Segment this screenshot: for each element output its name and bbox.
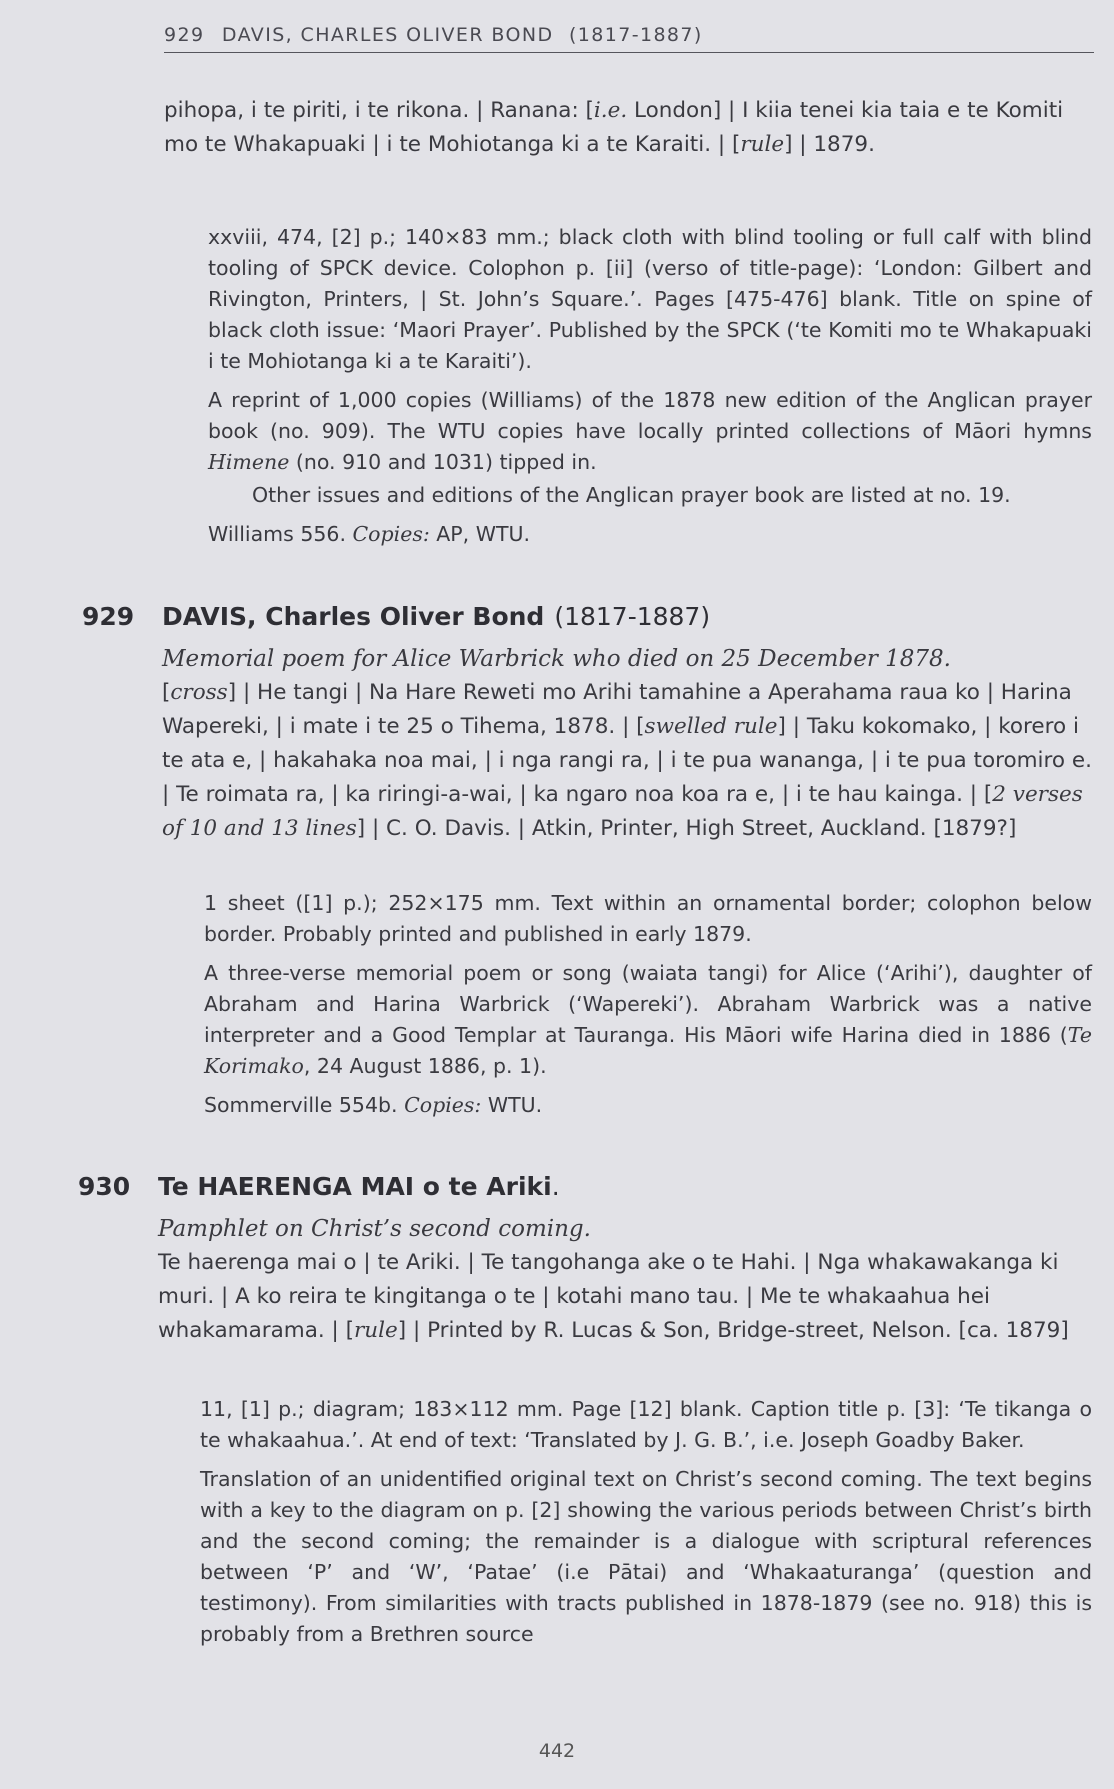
entry-930-heading-tail: . [551,1172,560,1201]
continuation-transcription-text: pihopa, i te piriti, i te rikona. | Ranana: [i.e. London] | I kiia tenei kia taia e te Komiti mo te Whakapuaki | i te Mohiotanga ki a te Karaiti. | [rule] | 1879. [164,98,1064,157]
entry-930-body [158,1212,1092,1348]
running-head [164,24,1094,53]
continuation-note-reprint: A reprint of 1,000 copies (Williams) of the 1878 new edition of the Anglican prayer book (no. 909). The WTU copies have locally printed collections of Māori hymns Himene (no. 910 and 1031) tipped in. [208,388,1092,474]
entry-929-heading-dates: (1817-1887) [554,602,711,631]
continuation-note-other-issues: Other issues and editions of the Anglican prayer book are listed at no. 19. [252,483,1011,507]
continuation-note-references: Williams 556. Copies: AP, WTU. [208,522,531,546]
entry-929-transcription: [cross] | He tangi | Na Hare Reweti mo Arihi tamahine a Aperahama raua ko | Harina Wapereki, | i mate i te 25 o Tihema, 1878. | [swelled rule] | Taku kokomako, | korero i te ata e, | hakahaka noa mai, | i nga rangi ra, | i te pua wananga, | i te pua toromiro e. | Te roimata ra, | ka riringi-a-wai, | ka ngaro noa koa ra e, | i te hau kainga. | [2 verses of 10 and 13 lines] | C. O. Davis. | Atkin, Printer, High Street, Auckland. [1879?] [162,680,1092,841]
entry-930-number: 930 [78,1172,131,1201]
running-head-name: DAVIS, CHARLES OLIVER BOND [221,24,554,46]
entry-929-subtitle: Memorial poem for Alice Warbrick who died on 25 December 1878. [162,646,951,672]
continuation-transcription [164,94,1092,162]
running-head-dates: (1817-1887) [568,24,703,46]
entry-930-subtitle: Pamphlet on Christ’s second coming. [158,1216,591,1242]
running-head-number: 929 [164,24,205,46]
entry-930-heading [158,1172,560,1201]
entry-929-note-physical: 1 sheet ([1] p.); 252×175 mm. Text within an ornamental border; colophon below border. Probably printed and published in early 1879. [204,891,1092,946]
continuation-note-physical: xxviii, 474, [2] p.; 140×83 mm.; black cloth with blind tooling or full calf with blind tooling of SPCK device. Colophon p. [ii] (verso of title-page): ‘London: Gilbert and Rivington, Printers, | St. John’s Square.’. Pages [475-476] blank. Title on spine of black cloth issue: ‘Maori Prayer’. Published by the SPCK (‘te Komiti mo te Whakapuaki i te Mohiotanga ki a te Karaiti’). [208,225,1092,373]
continuation-notes [208,222,1092,550]
entry-929-number: 929 [82,602,135,631]
entry-929-note-references: Sommerville 554b. Copies: WTU. [204,1093,543,1117]
entry-929-heading-name: DAVIS, Charles Oliver Bond [162,602,545,631]
entry-930-heading-name: Te HAERENGA MAI o te Ariki [158,1172,552,1201]
entry-929-notes [204,888,1092,1121]
entry-929-heading [162,602,710,631]
entry-930-note-physical: 11, [1] p.; diagram; 183×112 mm. Page [12] blank. Caption title p. [3]: ‘Te tikanga o te whakaahua.’. At end of text: ‘Translated by J. G. B.’, i.e. Joseph Goadby Baker. [200,1397,1092,1452]
entry-930-notes [200,1394,1092,1650]
page-number: 442 [538,1740,576,1762]
entry-929-body [162,642,1092,846]
entry-930-note-description: Translation of an unidentified original text on Christ’s second coming. The text begins with a key to the diagram on p. [2] showing the various periods between Christ’s birth and the second coming; the remainder is a dialogue with scriptural references between ‘P’ and ‘W’, ‘Patae’ (i.e Pātai) and ‘Whakaaturanga’ (question and testimony). From similarities with tracts published in 1878-1879 (see no. 918) this is probably from a Brethren source [200,1467,1092,1646]
entry-930-transcription: Te haerenga mai o | te Ariki. | Te tangohanga ake o te Hahi. | Nga whakawakanga ki muri. | A ko reira te kingitanga o te | kotahi mano tau. | Me te whakaahua hei whakamarama. | [rule] | Printed by R. Lucas & Son, Bridge-street, Nelson. [ca. 1879] [158,1250,1069,1343]
entry-929-note-description: A three-verse memorial poem or song (waiata tangi) for Alice (‘Arihi’), daughter of Abraham and Harina Warbrick (‘Wapereki’). Abraham Warbrick was a native interpreter and a Good Templar at Tauranga. His Māori wife Harina died in 1886 (Te Korimako, 24 August 1886, p. 1). [204,961,1092,1078]
